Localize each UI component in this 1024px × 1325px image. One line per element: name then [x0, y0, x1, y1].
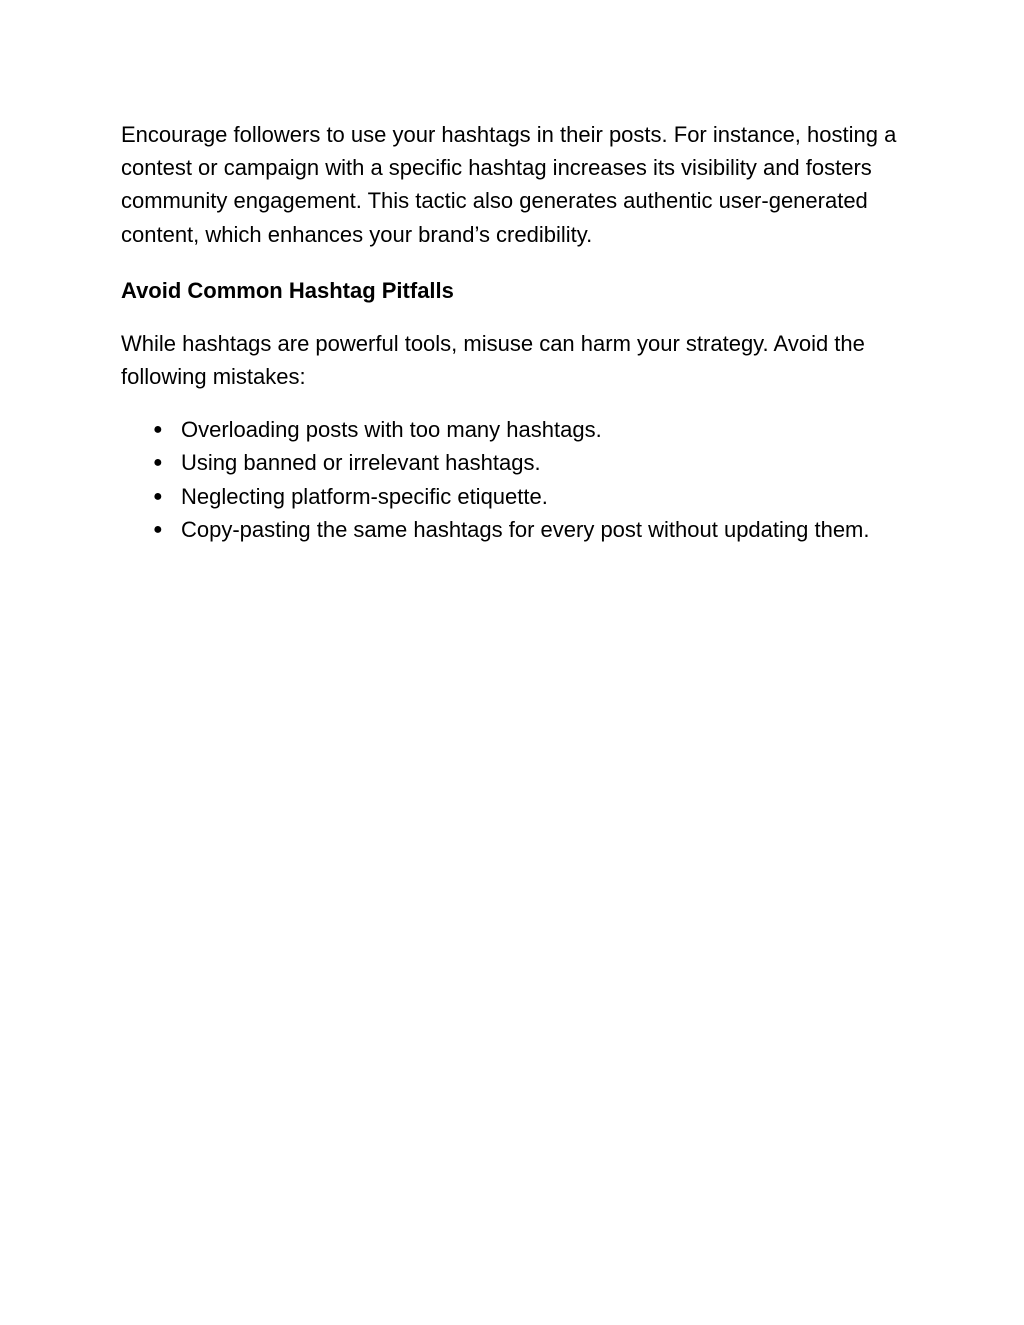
- list-item: [121, 413, 901, 446]
- list-item-text: Overloading posts with too many hashtags.: [181, 417, 602, 443]
- document-page: [121, 118, 921, 546]
- list-item: [121, 446, 901, 479]
- section-paragraph: While hashtags are powerful tools, misuse can harm your strategy. Avoid the following mistakes:: [121, 330, 865, 390]
- bullet-icon: ●: [153, 421, 163, 439]
- intro-paragraph: Encourage followers to use your hashtags in their posts. For instance, hosting a contest or campaign with a specific hashtag increases its visibility and fosters community engagement. This tactic also generates authentic user-generated content, which enhances your brand’s credibility.: [121, 122, 897, 247]
- list-item: [121, 513, 901, 546]
- bullet-icon: ●: [153, 487, 163, 505]
- list-item: [121, 480, 901, 513]
- list-item-text: Copy-pasting the same hashtags for every post without updating them.: [181, 516, 870, 542]
- list-item-text: Using banned or irrelevant hashtags.: [181, 450, 541, 476]
- bullet-icon: ●: [153, 454, 163, 472]
- mistakes-list: [121, 413, 921, 546]
- bullet-icon: ●: [153, 520, 163, 538]
- section-heading: Avoid Common Hashtag Pitfalls: [121, 277, 454, 303]
- list-item-text: Neglecting platform-specific etiquette.: [181, 483, 548, 509]
